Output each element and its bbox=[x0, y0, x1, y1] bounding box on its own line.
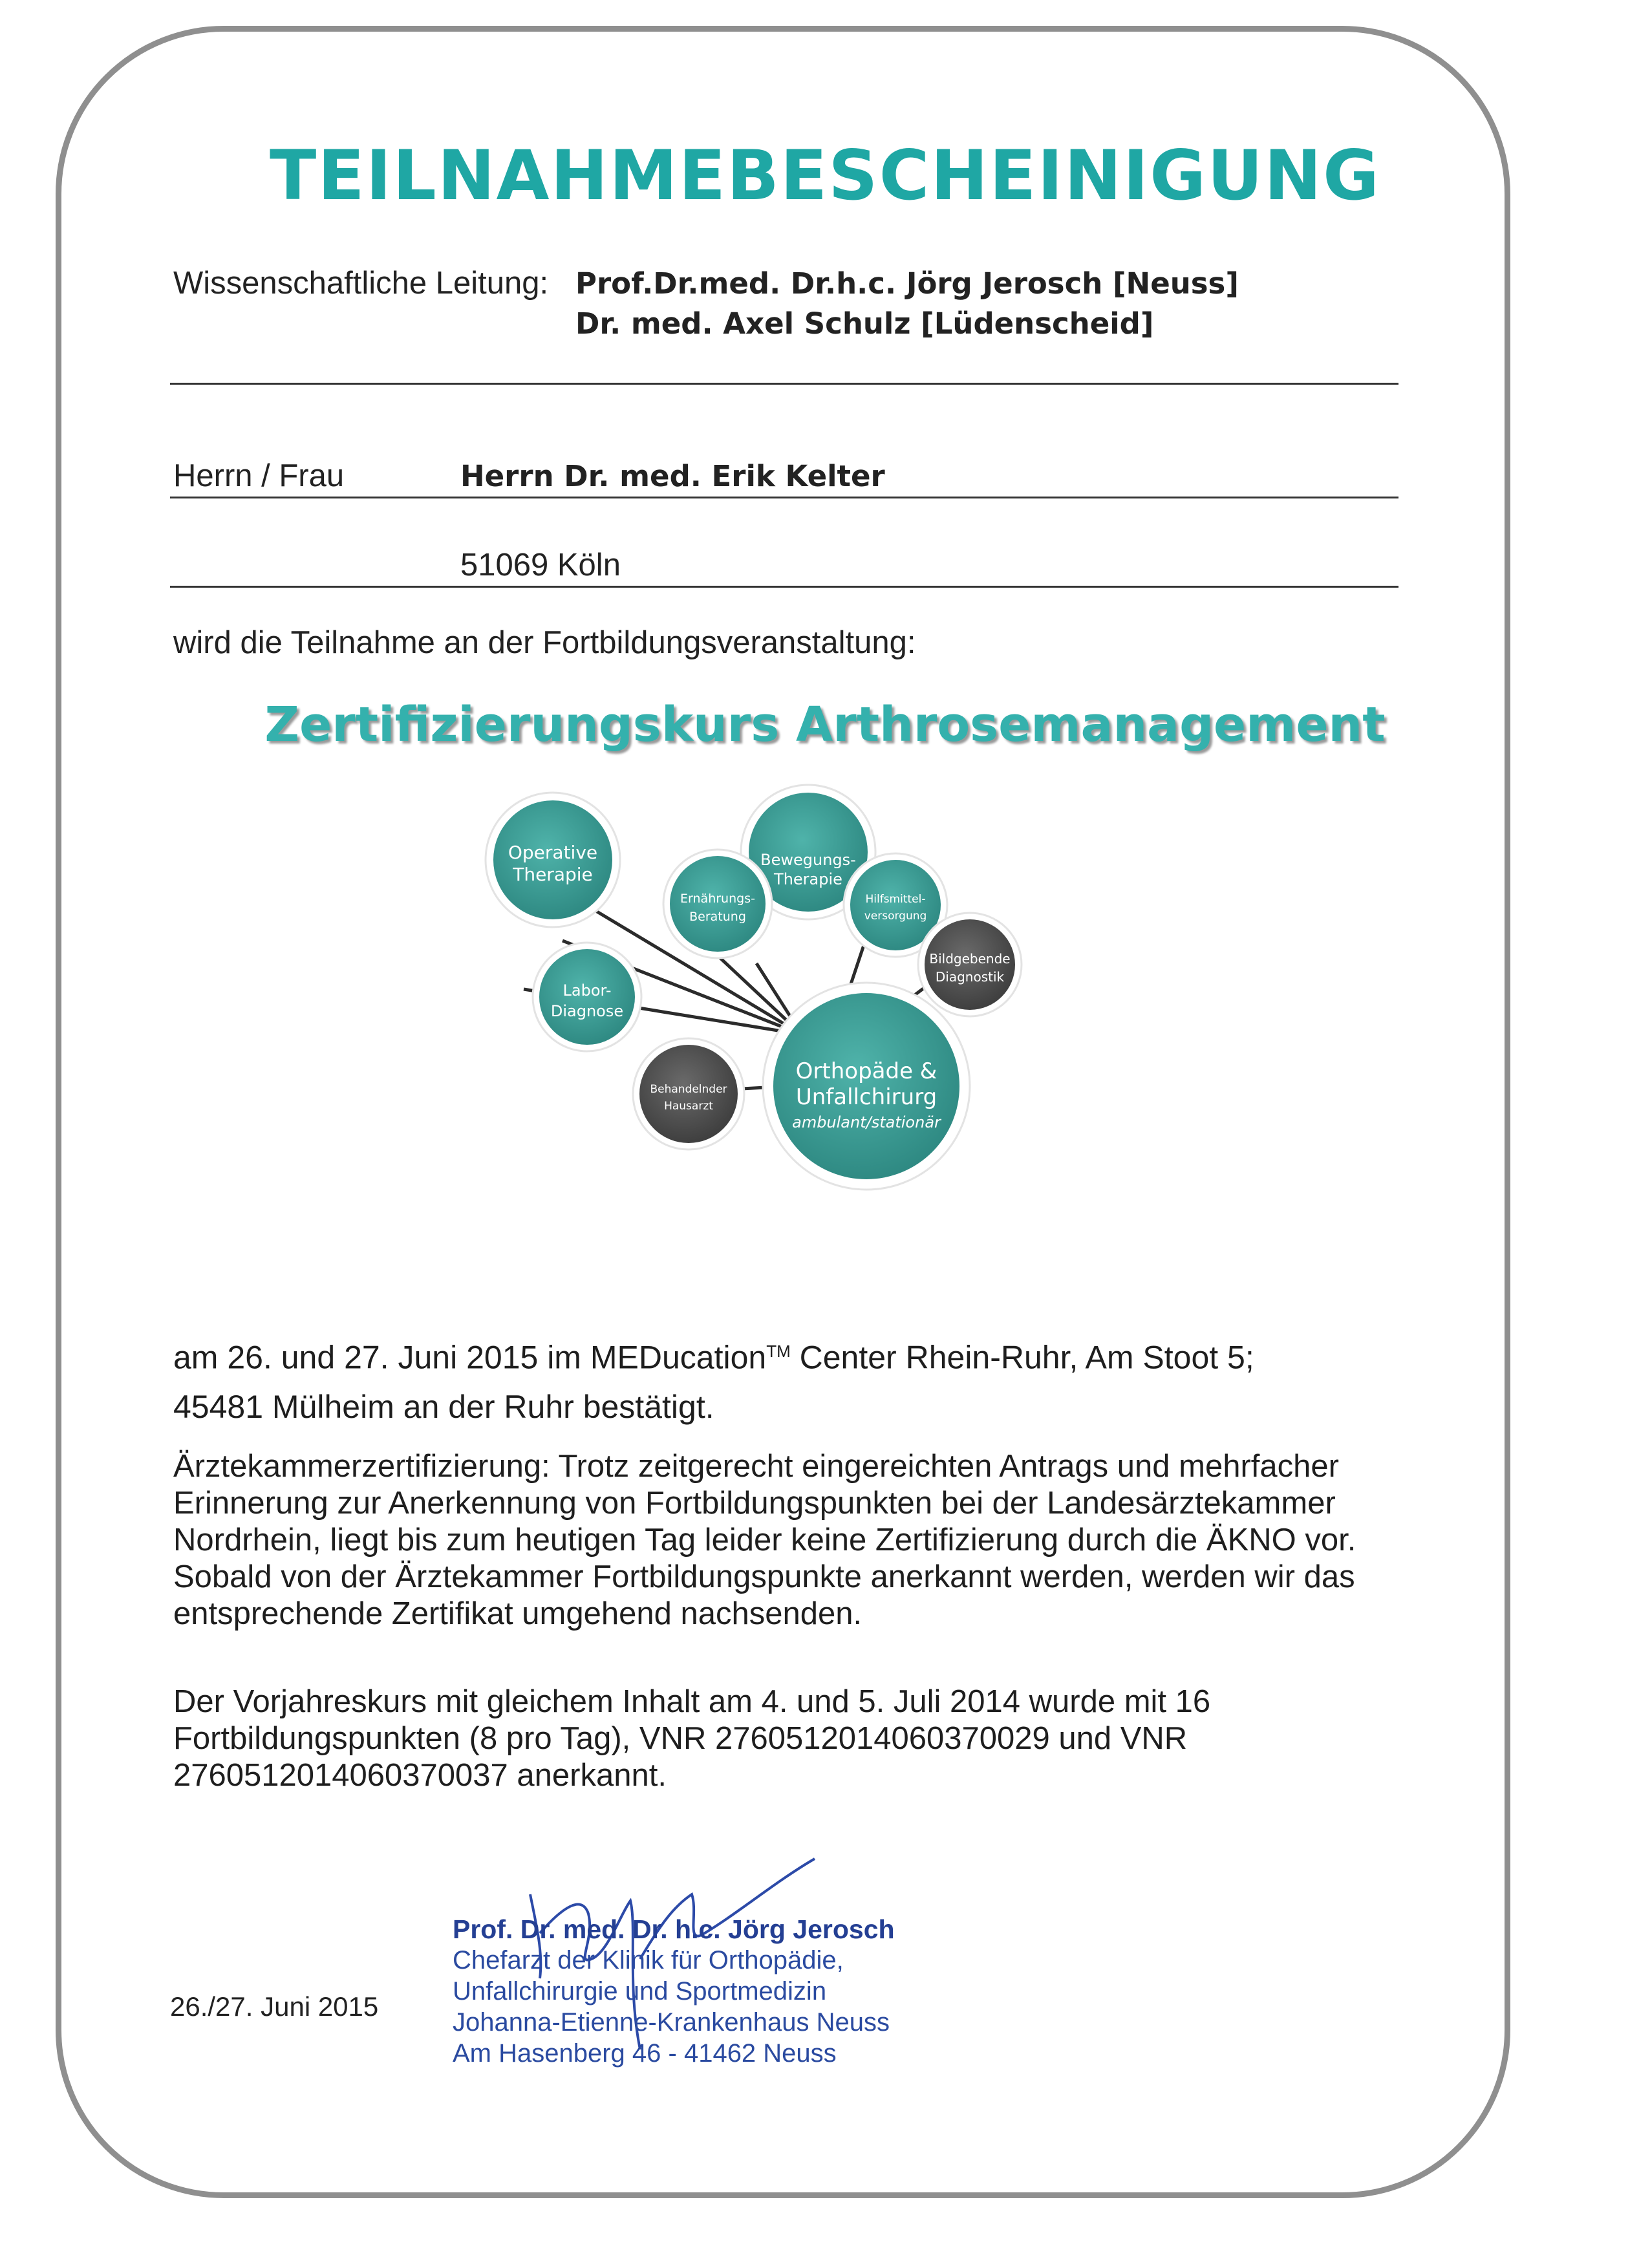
institution-stamp bbox=[453, 1914, 895, 2069]
intro-text: wird die Teilnahme an der Fortbildungsveranstaltung: bbox=[173, 625, 916, 660]
stamp-line-2: Unfallchirurgie und Sportmedizin bbox=[453, 1977, 827, 2006]
node-hausarzt bbox=[633, 1038, 744, 1150]
stamp-line-1: Chefarzt der Klinik für Orthopädie, bbox=[453, 1946, 844, 1974]
node-hausarzt-line-2: Hausarzt bbox=[664, 1100, 713, 1113]
node-hilfsmittel-line-1: Hilfsmittel- bbox=[865, 893, 926, 906]
divider-city bbox=[170, 586, 1398, 588]
divider-name bbox=[170, 497, 1398, 498]
node-operative-line-2: Therapie bbox=[513, 864, 593, 885]
node-ernaehrung-line-2: Beratung bbox=[689, 910, 746, 924]
certification-paragraph: Ärztekammerzertifizierung: Trotz zeitgerecht eingereichten Antrags und mehrfacher Erinnerung zur Anerkennung von Fortbildungspunkten bei der Landesärztekammer Nordrhein, liegt bis zum heutigen Tag leider keine Zertifizierung durch die ÄKNO vor. Sobald von der Ärztekammer Fortbildungspunkte anerkannt werden, werden wir das entsprechende Zertifikat umgehend nachsenden. bbox=[173, 1449, 1356, 1631]
issue-date: 26./27. Juni 2015 bbox=[170, 1991, 379, 2022]
node-ernaehrung-line-1: Ernährungs- bbox=[680, 892, 755, 906]
stamp-line-4: Am Hasenberg 46 - 41462 Neuss bbox=[453, 2039, 837, 2068]
node-bildgebende-line-1: Bildgebende bbox=[929, 951, 1011, 967]
node-hausarzt-line-1: Behandelnder bbox=[650, 1083, 727, 1096]
stamp-name: Prof. Dr. med. Dr. h.c. Jörg Jerosch bbox=[453, 1914, 895, 1944]
node-orthopaede-line-3: ambulant/stationär bbox=[792, 1113, 941, 1131]
leitung-line-1: Prof.Dr.med. Dr.h.c. Jörg Jerosch [Neuss] bbox=[575, 266, 1239, 301]
event-address-line: 45481 Mülheim an der Ruhr bestätigt. bbox=[173, 1389, 714, 1425]
node-orthopaede bbox=[763, 983, 970, 1190]
divider-top bbox=[170, 383, 1398, 385]
recipient-city: 51069 Köln bbox=[460, 548, 621, 583]
node-labor bbox=[533, 943, 641, 1051]
node-orthopaede-line-1: Orthopäde & bbox=[795, 1058, 938, 1084]
stamp-line-3: Johanna-Etienne-Krankenhaus Neuss bbox=[453, 2008, 890, 2037]
node-labor-line-2: Diagnose bbox=[550, 1002, 624, 1020]
arthrosis-network-diagram bbox=[453, 782, 1034, 1196]
node-labor-line-1: Labor- bbox=[562, 981, 612, 1000]
node-operative-line-1: Operative bbox=[508, 842, 598, 863]
node-bildgebende-line-2: Diagnostik bbox=[935, 969, 1005, 985]
certificate-title: TEILNAHMEBESCHEINIGUNG bbox=[270, 136, 1380, 215]
node-bildgebende bbox=[918, 913, 1022, 1016]
node-orthopaede-line-2: Unfallchirurg bbox=[795, 1084, 938, 1110]
node-ernaehrung bbox=[663, 850, 772, 958]
recipient-label: Herrn / Frau bbox=[173, 458, 345, 493]
course-title: Zertifizierungskurs Arthrosemanagement bbox=[264, 697, 1386, 753]
node-hilfsmittel-line-2: versorgung bbox=[864, 910, 927, 923]
node-bewegung-line-1: Bewegungs- bbox=[760, 851, 856, 869]
event-date-line: am 26. und 27. Juni 2015 im MEDucation™ Center Rhein-Ruhr, Am Stoot 5; bbox=[173, 1339, 1254, 1376]
leitung-label: Wissenschaftliche Leitung: bbox=[173, 266, 549, 301]
node-bewegung-line-2: Therapie bbox=[774, 870, 842, 888]
recipient-name: Herrn Dr. med. Erik Kelter bbox=[460, 459, 885, 493]
leitung-line-2: Dr. med. Axel Schulz [Lüdenscheid] bbox=[575, 306, 1154, 341]
previous-course-paragraph: Der Vorjahreskurs mit gleichem Inhalt am 4. und 5. Juli 2014 wurde mit 16 Fortbildungspunkten (8 pro Tag), VNR 2760512014060370029 und VNR 2760512014060370037 anerkannt. bbox=[173, 1684, 1211, 1793]
node-operative bbox=[486, 793, 620, 927]
